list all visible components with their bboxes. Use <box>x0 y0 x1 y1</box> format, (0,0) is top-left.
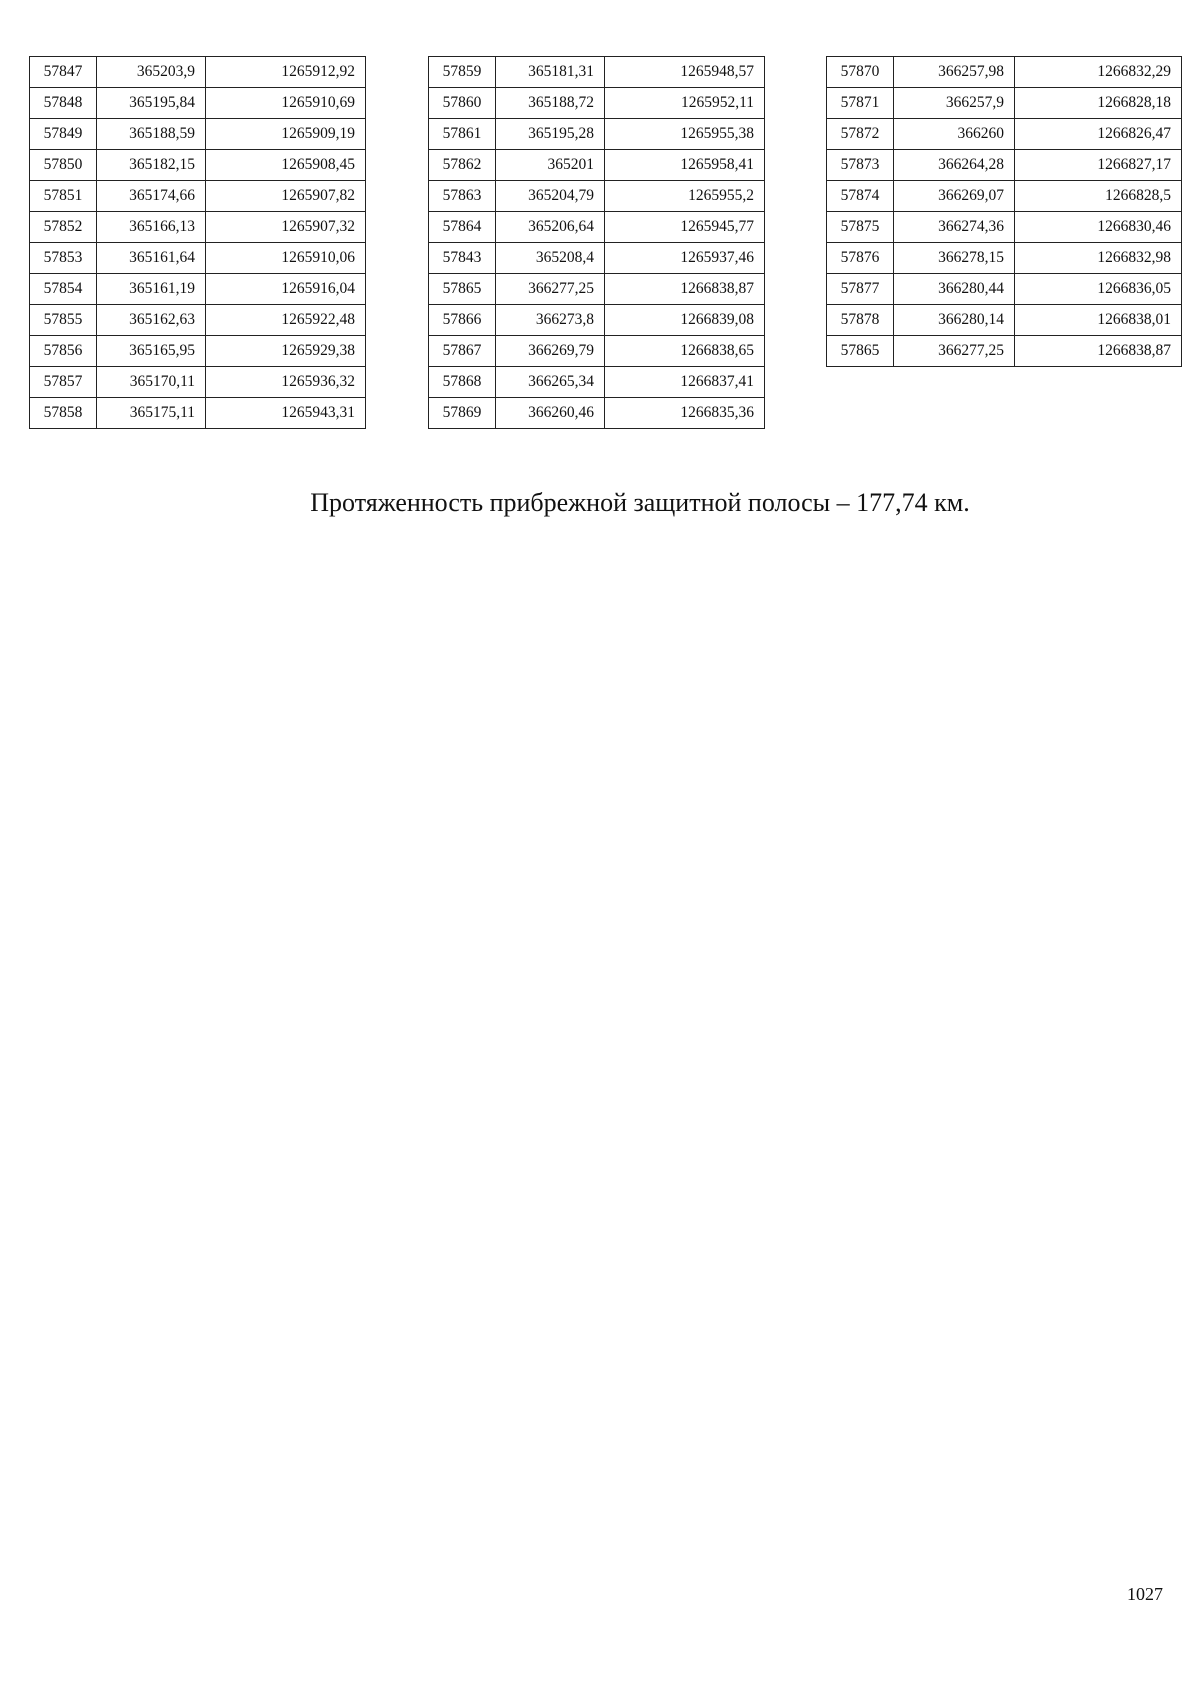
y-coordinate-cell: 1266832,98 <box>1015 243 1182 274</box>
table-row <box>827 181 1182 212</box>
x-coordinate-cell: 365208,4 <box>496 243 605 274</box>
y-coordinate-cell: 1265937,46 <box>605 243 765 274</box>
x-coordinate-cell: 365206,64 <box>496 212 605 243</box>
table-row <box>429 212 765 243</box>
point-number-cell: 57862 <box>429 150 496 181</box>
point-number-cell: 57871 <box>827 88 894 119</box>
point-number-cell: 57865 <box>827 336 894 367</box>
table-row <box>827 57 1182 88</box>
y-coordinate-cell: 1265955,38 <box>605 119 765 150</box>
point-number-cell: 57865 <box>429 274 496 305</box>
table-row <box>429 57 765 88</box>
point-number-cell: 57874 <box>827 181 894 212</box>
table-row <box>429 305 765 336</box>
point-number-cell: 57847 <box>30 57 97 88</box>
table-row <box>30 119 366 150</box>
y-coordinate-cell: 1265929,38 <box>206 336 366 367</box>
point-number-cell: 57876 <box>827 243 894 274</box>
y-coordinate-cell: 1265943,31 <box>206 398 366 429</box>
y-coordinate-cell: 1265907,32 <box>206 212 366 243</box>
page-number: 1027 <box>1127 1584 1163 1604</box>
table-row <box>429 181 765 212</box>
x-coordinate-cell: 366260 <box>894 119 1015 150</box>
point-number-cell: 57853 <box>30 243 97 274</box>
x-coordinate-cell: 366278,15 <box>894 243 1015 274</box>
table-row <box>429 119 765 150</box>
table-row <box>30 243 366 274</box>
y-coordinate-cell: 1265910,69 <box>206 88 366 119</box>
y-coordinate-cell: 1266828,5 <box>1015 181 1182 212</box>
y-coordinate-cell: 1266828,18 <box>1015 88 1182 119</box>
y-coordinate-cell: 1265907,82 <box>206 181 366 212</box>
table-row <box>30 336 366 367</box>
x-coordinate-cell: 365161,64 <box>97 243 206 274</box>
y-coordinate-cell: 1265910,06 <box>206 243 366 274</box>
y-coordinate-cell: 1265916,04 <box>206 274 366 305</box>
point-number-cell: 57863 <box>429 181 496 212</box>
x-coordinate-cell: 366269,07 <box>894 181 1015 212</box>
y-coordinate-cell: 1266827,17 <box>1015 150 1182 181</box>
point-number-cell: 57878 <box>827 305 894 336</box>
table-row <box>429 274 765 305</box>
x-coordinate-cell: 365203,9 <box>97 57 206 88</box>
point-number-cell: 57866 <box>429 305 496 336</box>
y-coordinate-cell: 1265908,45 <box>206 150 366 181</box>
point-number-cell: 57873 <box>827 150 894 181</box>
x-coordinate-cell: 366265,34 <box>496 367 605 398</box>
x-coordinate-cell: 365181,31 <box>496 57 605 88</box>
x-coordinate-cell: 366277,25 <box>496 274 605 305</box>
y-coordinate-cell: 1266837,41 <box>605 367 765 398</box>
y-coordinate-cell: 1266835,36 <box>605 398 765 429</box>
coordinates-table-body <box>30 57 366 429</box>
y-coordinate-cell: 1266836,05 <box>1015 274 1182 305</box>
table-row <box>30 181 366 212</box>
coordinates-table-2 <box>428 56 765 429</box>
y-coordinate-cell: 1266838,01 <box>1015 305 1182 336</box>
table-row <box>429 150 765 181</box>
table-row <box>30 367 366 398</box>
y-coordinate-cell: 1265922,48 <box>206 305 366 336</box>
table-row <box>30 398 366 429</box>
x-coordinate-cell: 365165,95 <box>97 336 206 367</box>
point-number-cell: 57851 <box>30 181 97 212</box>
x-coordinate-cell: 365161,19 <box>97 274 206 305</box>
table-row <box>827 274 1182 305</box>
table-row <box>30 150 366 181</box>
table-row <box>827 305 1182 336</box>
x-coordinate-cell: 366280,14 <box>894 305 1015 336</box>
y-coordinate-cell: 1265948,57 <box>605 57 765 88</box>
table-row <box>30 274 366 305</box>
x-coordinate-cell: 366260,46 <box>496 398 605 429</box>
point-number-cell: 57849 <box>30 119 97 150</box>
point-number-cell: 57852 <box>30 212 97 243</box>
table-row <box>429 336 765 367</box>
x-coordinate-cell: 365201 <box>496 150 605 181</box>
table-row <box>827 336 1182 367</box>
x-coordinate-cell: 365195,84 <box>97 88 206 119</box>
x-coordinate-cell: 365188,72 <box>496 88 605 119</box>
point-number-cell: 57850 <box>30 150 97 181</box>
coordinates-table-body <box>827 57 1182 367</box>
y-coordinate-cell: 1265945,77 <box>605 212 765 243</box>
x-coordinate-cell: 365195,28 <box>496 119 605 150</box>
point-number-cell: 57848 <box>30 88 97 119</box>
point-number-cell: 57877 <box>827 274 894 305</box>
y-coordinate-cell: 1266830,46 <box>1015 212 1182 243</box>
x-coordinate-cell: 365174,66 <box>97 181 206 212</box>
x-coordinate-cell: 365204,79 <box>496 181 605 212</box>
x-coordinate-cell: 365170,11 <box>97 367 206 398</box>
x-coordinate-cell: 366273,8 <box>496 305 605 336</box>
y-coordinate-cell: 1266826,47 <box>1015 119 1182 150</box>
table-row <box>30 212 366 243</box>
y-coordinate-cell: 1265955,2 <box>605 181 765 212</box>
point-number-cell: 57857 <box>30 367 97 398</box>
x-coordinate-cell: 366277,25 <box>894 336 1015 367</box>
table-row <box>827 119 1182 150</box>
point-number-cell: 57855 <box>30 305 97 336</box>
x-coordinate-cell: 366257,9 <box>894 88 1015 119</box>
y-coordinate-cell: 1265958,41 <box>605 150 765 181</box>
x-coordinate-cell: 366264,28 <box>894 150 1015 181</box>
point-number-cell: 57858 <box>30 398 97 429</box>
x-coordinate-cell: 365182,15 <box>97 150 206 181</box>
y-coordinate-cell: 1266832,29 <box>1015 57 1182 88</box>
table-row <box>827 88 1182 119</box>
y-coordinate-cell: 1265936,32 <box>206 367 366 398</box>
x-coordinate-cell: 366257,98 <box>894 57 1015 88</box>
point-number-cell: 57867 <box>429 336 496 367</box>
x-coordinate-cell: 366274,36 <box>894 212 1015 243</box>
table-row <box>827 212 1182 243</box>
table-row <box>827 243 1182 274</box>
y-coordinate-cell: 1265952,11 <box>605 88 765 119</box>
y-coordinate-cell: 1266838,87 <box>1015 336 1182 367</box>
point-number-cell: 57859 <box>429 57 496 88</box>
table-row <box>429 367 765 398</box>
coordinates-table-body <box>429 57 765 429</box>
y-coordinate-cell: 1265909,19 <box>206 119 366 150</box>
x-coordinate-cell: 365175,11 <box>97 398 206 429</box>
point-number-cell: 57872 <box>827 119 894 150</box>
table-row <box>429 88 765 119</box>
point-number-cell: 57875 <box>827 212 894 243</box>
y-coordinate-cell: 1265912,92 <box>206 57 366 88</box>
x-coordinate-cell: 366280,44 <box>894 274 1015 305</box>
table-row <box>429 243 765 274</box>
point-number-cell: 57854 <box>30 274 97 305</box>
table-row <box>30 305 366 336</box>
y-coordinate-cell: 1266838,65 <box>605 336 765 367</box>
point-number-cell: 57870 <box>827 57 894 88</box>
table-row <box>827 150 1182 181</box>
coordinates-table-1 <box>29 56 366 429</box>
point-number-cell: 57869 <box>429 398 496 429</box>
table-row <box>30 88 366 119</box>
x-coordinate-cell: 365166,13 <box>97 212 206 243</box>
coordinates-table-3 <box>826 56 1182 367</box>
point-number-cell: 57856 <box>30 336 97 367</box>
point-number-cell: 57860 <box>429 88 496 119</box>
protection-strip-length-text: Протяженность прибрежной защитной полосы – 177,74 км. <box>310 488 970 517</box>
table-row <box>429 398 765 429</box>
point-number-cell: 57864 <box>429 212 496 243</box>
y-coordinate-cell: 1266839,08 <box>605 305 765 336</box>
x-coordinate-cell: 365188,59 <box>97 119 206 150</box>
y-coordinate-cell: 1266838,87 <box>605 274 765 305</box>
x-coordinate-cell: 366269,79 <box>496 336 605 367</box>
point-number-cell: 57861 <box>429 119 496 150</box>
x-coordinate-cell: 365162,63 <box>97 305 206 336</box>
point-number-cell: 57843 <box>429 243 496 274</box>
point-number-cell: 57868 <box>429 367 496 398</box>
table-row <box>30 57 366 88</box>
